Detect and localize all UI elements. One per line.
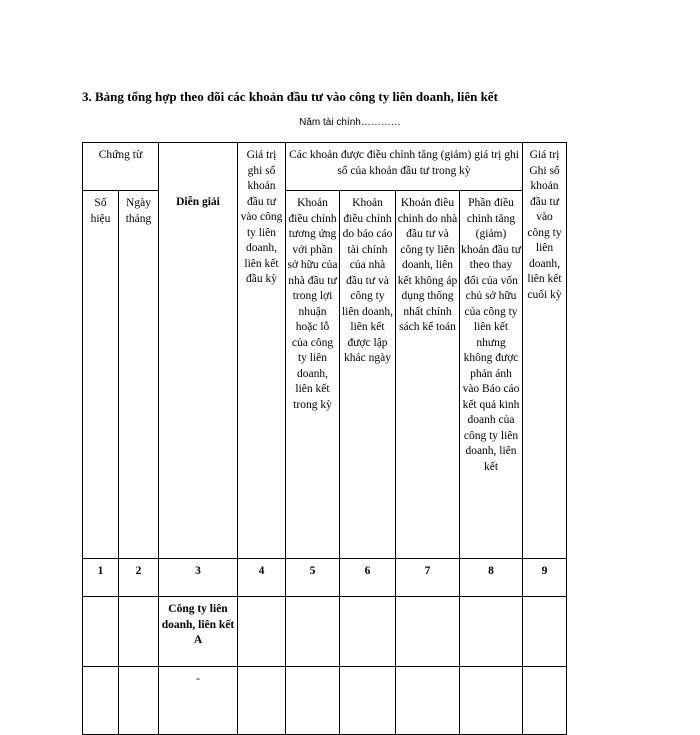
document-title: 3. Bảng tổng hợp theo dõi các khoản đầu tư vào công ty liên doanh, liên kết (82, 89, 498, 104)
header-row-top (83, 143, 567, 191)
table-cell (119, 597, 159, 667)
table-row (83, 667, 567, 735)
table-cell (119, 667, 159, 735)
table-cell (396, 667, 460, 735)
header-row-bottom (83, 191, 567, 559)
column-number: 4 (238, 559, 286, 597)
column-number: 7 (396, 559, 460, 597)
table-cell (340, 667, 396, 735)
header-col-7: Khoản điều chỉnh do nhà đầu tư và công ty liên doanh, liên kết không áp dụng thống nhất chính sách kế toán (396, 191, 460, 559)
header-dieu-chinh-group: Các khoản được điều chỉnh tăng (giảm) giá trị ghi sổ của khoản đầu tư trong kỳ (286, 143, 523, 191)
table-cell (286, 597, 340, 667)
header-col-6: Khoản điều chỉnh do báo cáo tài chính của nhà đầu tư và công ty liên doanh, liên kết được lập khác ngày (340, 191, 396, 559)
header-col-5: Khoản điều chỉnh tương ứng với phần sở hữu của nhà đầu tư trong lợi nhuận hoặc lỗ của công ty liên doanh, liên kết trong kỳ (286, 191, 340, 559)
table-cell (83, 597, 119, 667)
column-number: 1 (83, 559, 119, 597)
table-cell (286, 667, 340, 735)
table-cell (238, 597, 286, 667)
table-cell (523, 667, 567, 735)
column-number: 5 (286, 559, 340, 597)
table-cell (340, 597, 396, 667)
header-gia-tri-dau-ky: Giá trị ghi sổ khoản đầu tư vào công ty liên doanh, liên kết đầu kỳ (238, 143, 286, 559)
column-number: 9 (523, 559, 567, 597)
investment-summary-table (82, 142, 567, 735)
column-number: 8 (460, 559, 523, 597)
header-gia-tri-cuoi-ky: Giá trị Ghi sổ khoản đầu tư vào công ty liên doanh, liên kết cuối kỳ (523, 143, 567, 559)
column-number: 3 (159, 559, 238, 597)
company-a-label: Công ty liên doanh, liên kết A (159, 597, 238, 667)
column-number-row (83, 559, 567, 597)
table-cell (238, 667, 286, 735)
header-dien-giai: Diễn giải (159, 143, 238, 559)
next-row-label: - (159, 667, 238, 735)
table-cell (523, 597, 567, 667)
header-col-8: Phần điều chỉnh tăng (giảm) khoản đầu tư theo thay đổi của vốn chủ sở hữu của công ty liên kết nhưng không được phản ánh vào Báo cáo kết quả kinh doanh của công ty liên doanh, liên kết (460, 191, 523, 559)
table-cell (83, 667, 119, 735)
table-cell (460, 667, 523, 735)
header-so-hieu: Số hiệu (83, 191, 119, 559)
table-cell (460, 597, 523, 667)
column-number: 2 (119, 559, 159, 597)
header-chung-tu: Chứng từ (83, 143, 159, 191)
table-cell (396, 597, 460, 667)
column-number: 6 (340, 559, 396, 597)
header-ngay-thang: Ngày tháng (119, 191, 159, 559)
table-row (83, 597, 567, 667)
fiscal-year-line: Năm tài chính………… (299, 117, 401, 128)
